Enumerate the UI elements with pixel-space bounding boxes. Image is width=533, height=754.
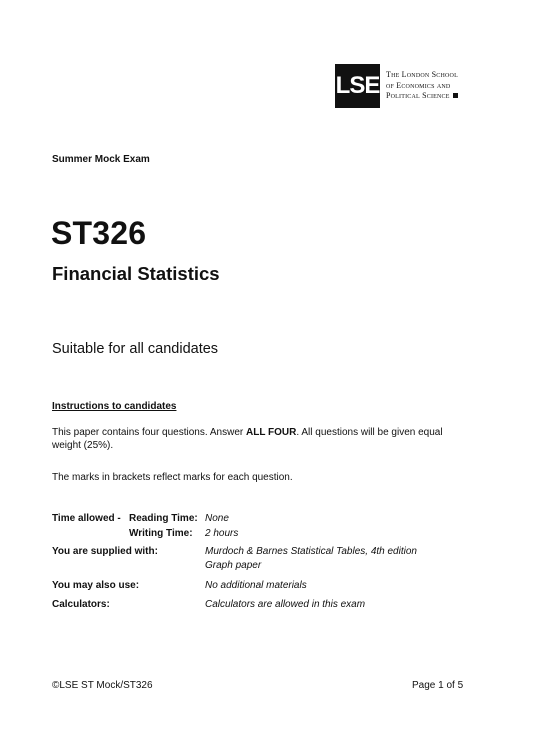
instructions-paragraph-2: The marks in brackets reflect marks for each question.: [52, 472, 293, 483]
square-icon: [453, 93, 458, 98]
writing-time-value: 2 hours: [205, 528, 239, 539]
instructions-paragraph-1: This paper contains four questions. Answer ALL FOUR. All questions will be given equal weight (25%).: [52, 427, 443, 451]
footer-page-number: Page 1 of 5: [412, 680, 464, 691]
suitability-note: Suitable for all candidates: [52, 341, 219, 357]
footer-copyright: ©LSE ST Mock/ST326: [52, 680, 153, 691]
lse-logo-text: [386, 70, 458, 102]
lse-logo: [335, 64, 458, 108]
course-code: ST326: [51, 215, 147, 251]
writing-time-label: Writing Time:: [129, 528, 193, 539]
also-use-label: You may also use:: [52, 580, 140, 591]
calculators-label: Calculators:: [52, 599, 110, 610]
reading-time-label: Reading Time:: [129, 513, 198, 524]
course-title: Financial Statistics: [52, 263, 220, 284]
reading-time-value: None: [205, 513, 229, 524]
exam-type: Summer Mock Exam: [52, 154, 150, 165]
instructions-heading: Instructions to candidates: [52, 401, 177, 412]
also-use-value: No additional materials: [205, 580, 307, 591]
supplied-value-1: Murdoch & Barnes Statistical Tables, 4th edition: [205, 546, 417, 557]
logo-line-2: of Economics and: [386, 80, 451, 90]
logo-line-1: The London School: [386, 70, 458, 80]
logo-line-3: Political Science: [386, 91, 458, 102]
calculators-value: Calculators are allowed in this exam: [205, 599, 366, 610]
lse-logo-mark: LSE: [335, 64, 380, 108]
supplied-label: You are supplied with:: [52, 546, 158, 557]
time-allowed-label: Time allowed -: [52, 513, 121, 524]
supplied-value-2: Graph paper: [205, 560, 262, 571]
